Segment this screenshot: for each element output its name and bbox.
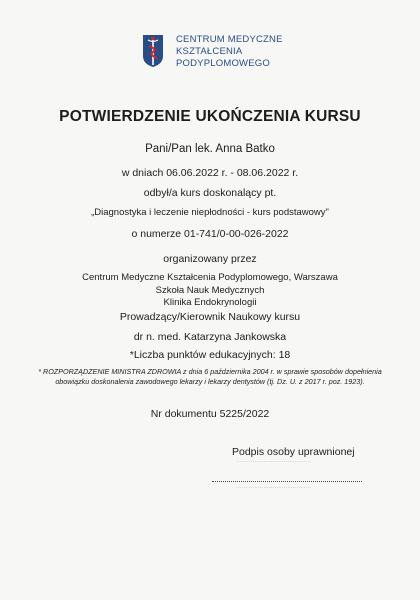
caduceus-shield-icon <box>142 34 164 68</box>
document-title: POTWIERDZENIE UKOŃCZENIA KURSU <box>59 108 361 125</box>
course-lead-name: dr n. med. Katarzyna Jankowska <box>133 331 287 343</box>
institution-line-3: Klinika Endokrynologii <box>163 297 257 308</box>
course-lead-label: Prowadzący/Kierownik Naukowy kursu <box>119 311 301 323</box>
logo-line-2: KSZTAŁCENIA <box>176 46 243 57</box>
education-points: *Liczba punktów edukacyjnych: 18 <box>129 349 291 361</box>
logo-line-3: PODYPLOMOWEGO <box>176 58 270 69</box>
institution-line-1: Centrum Medyczne Kształcenia Podyplomowego, Warszawa <box>82 272 338 283</box>
course-number: o numerze 01-741/0-00-026-2022 <box>131 228 289 240</box>
completion-statement: odbył/a kurs doskonalący pt. <box>143 187 277 199</box>
participant-name: Pani/Pan lek. Anna Batko <box>145 143 275 155</box>
course-title: „Diagnostyka i leczenie niepłodności - kurs podstawowy" <box>91 207 329 218</box>
logo-line-1: CENTRUM MEDYCZNE <box>176 34 283 45</box>
signature-line <box>212 481 362 482</box>
course-dates: w dniach 06.06.2022 r. - 08.06.2022 r. <box>121 167 299 179</box>
signature-label: Podpis osoby uprawnionej <box>232 446 355 458</box>
regulation-footnote: * ROZPORZĄDZENIE MINISTRA ZDROWIA z dnia 6 października 2004 r. w sprawie sposobów dopełnienia obowiązku doskonalenia zawodowego lekarzy i lekarzy dentystów (tj. Dz. U. z 2017 r. poz. 1923). <box>38 367 382 386</box>
organizer-institution <box>0 272 420 310</box>
organized-by-label: organizowany przez <box>163 253 257 265</box>
faint-stamp-top: ········································· <box>236 459 312 465</box>
institution-line-2: Szkoła Nauk Medycznych <box>155 284 265 296</box>
faint-stamp-bottom: ········································· <box>236 485 312 491</box>
cmkp-logo <box>142 34 283 70</box>
logo-text <box>176 34 283 70</box>
document-number: Nr dokumentu 5225/2022 <box>150 408 270 420</box>
